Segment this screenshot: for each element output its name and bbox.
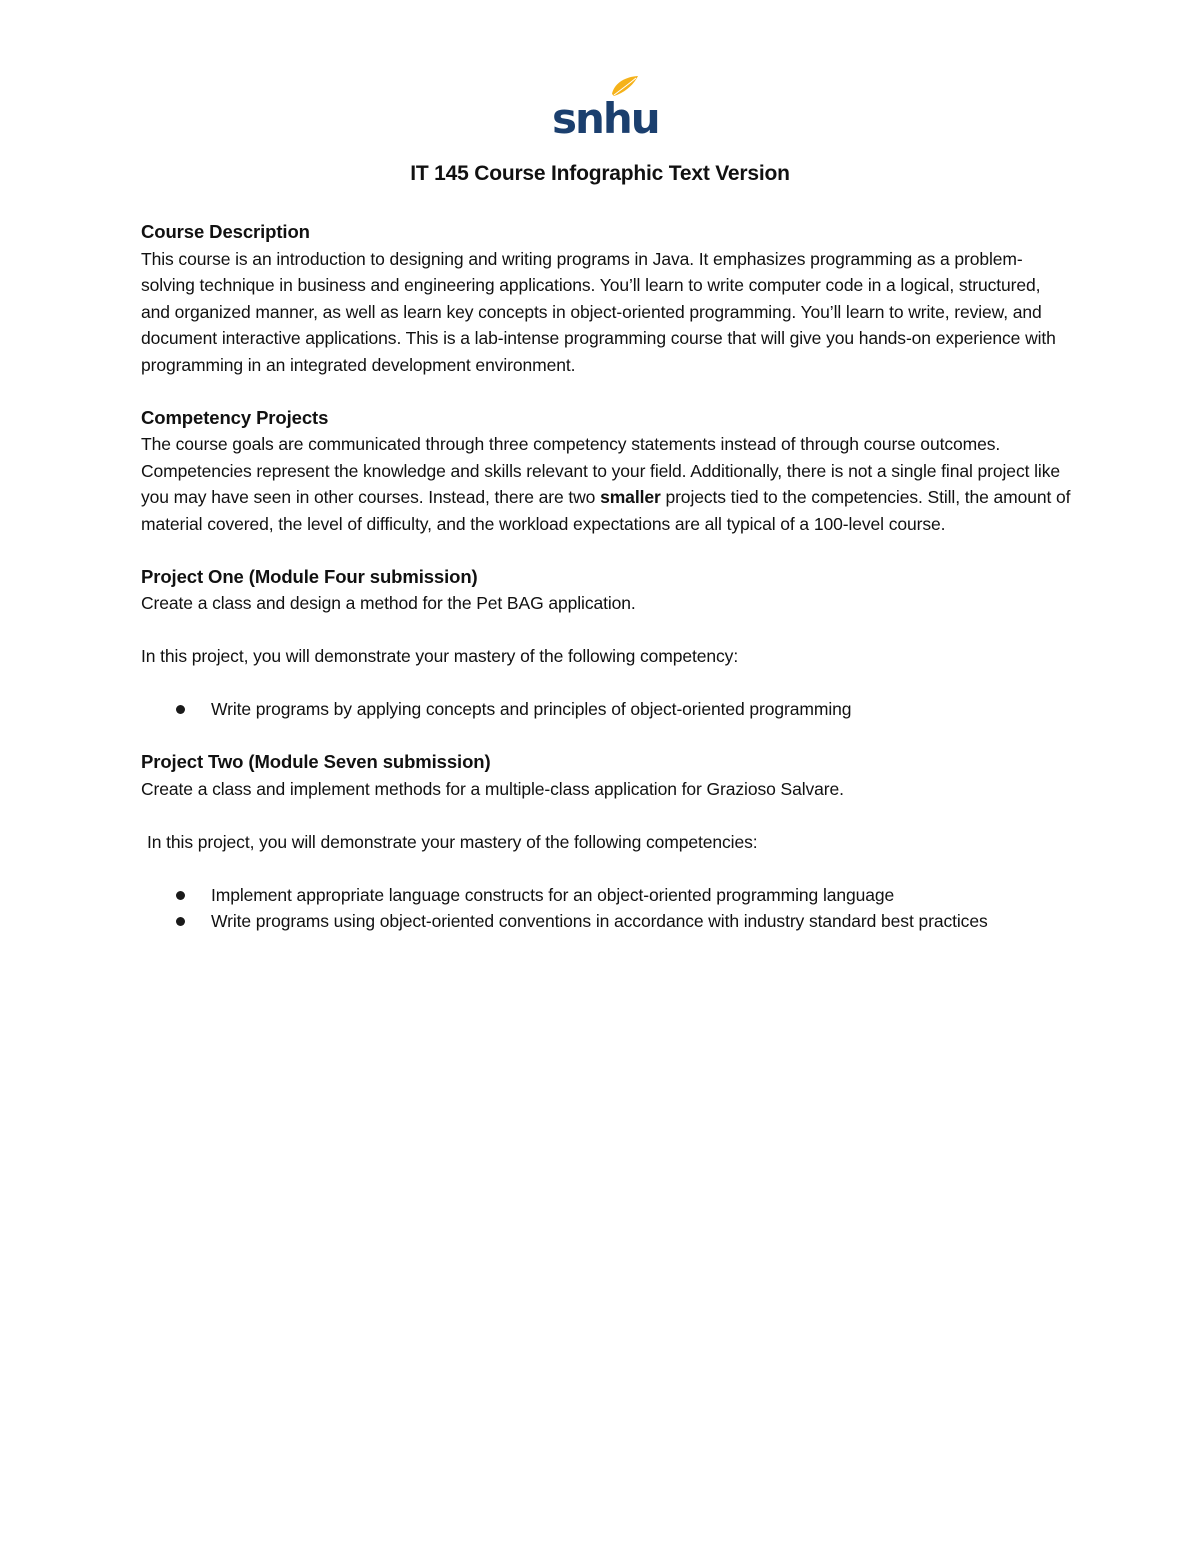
competency-text: Write programs by applying concepts and principles of object-oriented programming	[211, 699, 852, 719]
bullet-icon	[176, 917, 185, 926]
project-one-intro: In this project, you will demonstrate your mastery of the following competency:	[141, 646, 739, 666]
competency-text: Write programs using object-oriented conventions in accordance with industry standard best practices	[211, 911, 988, 931]
document-body	[141, 219, 1071, 935]
course-description-heading: Course Description	[141, 221, 310, 242]
list-item	[141, 882, 1071, 909]
bullet-icon	[176, 705, 185, 714]
bullet-icon	[176, 891, 185, 900]
competency-projects-section	[141, 405, 1071, 538]
snhu-logo	[550, 72, 659, 143]
project-one-heading: Project One (Module Four submission)	[141, 565, 478, 587]
course-description-text: This course is an introduction to designing and writing programs in Java. It emphasizes programming as a problem-solving technique in business and engineering applications. You’ll learn to write computer code in a logical, structured, and organized manner, as well as learn key concepts in object-oriented programming. You’ll learn to write, review, and document interactive applications. This is a lab-intense programming course that will give you hands-on experience with programming in an integrated development environment.	[141, 248, 1056, 375]
course-description-section	[141, 219, 1071, 378]
project-two-summary: Create a class and implement methods for a multiple-class application for Grazioso Salvare.	[141, 778, 844, 799]
competency-projects-heading: Competency Projects	[141, 406, 329, 428]
logo-wordmark: snhu	[552, 94, 659, 143]
project-two-section	[141, 749, 1071, 935]
competency-text-emphasis: smaller	[600, 487, 661, 507]
project-one-section	[141, 564, 1071, 723]
competency-text-part-2: projects tied to the competencies. Still, the amount of material covered, the level of difficulty, and the workload expectations are all typical of a 100-level course.	[141, 487, 1071, 534]
project-two-heading: Project Two (Module Seven submission)	[141, 751, 491, 772]
project-two-competency-list	[141, 882, 1071, 935]
project-one-competency-list	[141, 696, 1071, 723]
competency-projects-text	[141, 431, 1071, 537]
page-title: IT 145 Course Infographic Text Version	[410, 162, 790, 185]
project-one-summary: Create a class and design a method for the Pet BAG application.	[141, 593, 636, 613]
project-two-intro: In this project, you will demonstrate your mastery of the following competencies:	[147, 831, 758, 852]
list-item	[141, 696, 1071, 723]
competency-text-part-1: The course goals are communicated through three competency statements instead of through course outcomes. Competencies represent the knowledge and skills relevant to your field. Additionally, there is not a single final project like you may have seen in other courses. Instead, there are two	[141, 434, 1060, 507]
competency-text: Implement appropriate language constructs for an object-oriented programming language	[211, 884, 895, 905]
list-item	[141, 908, 1071, 935]
